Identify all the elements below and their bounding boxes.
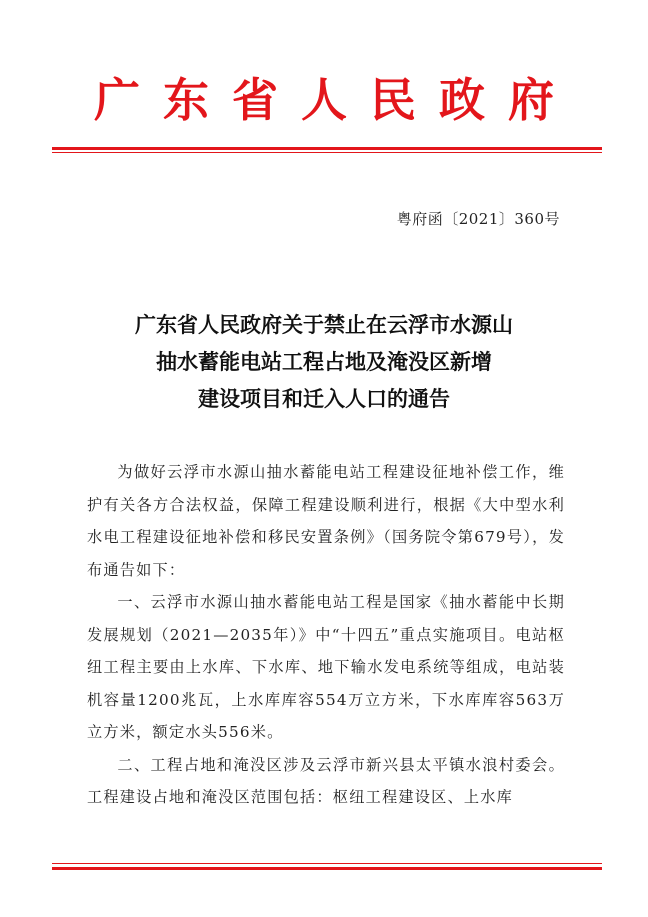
body-paragraph: 二、工程占地和淹没区涉及云浮市新兴县太平镇水浪村委会。工程建设占地和淹没区范围包括：枢纽工程建设区、上水库	[87, 755, 565, 806]
document-body	[87, 456, 565, 814]
header-rule-thin	[52, 152, 602, 153]
header-char: 政	[439, 73, 485, 127]
header-rule-thick	[52, 147, 602, 150]
document-number: 粤府函〔2021〕360号	[396, 210, 560, 228]
header-char: 省	[232, 73, 278, 127]
document-title	[0, 306, 648, 417]
title-line: 抽水蓄能电站工程占地及淹没区新增	[156, 349, 492, 374]
footer-rule-thin	[52, 863, 602, 864]
body-paragraph: 一、云浮市水源山抽水蓄能电站工程是国家《抽水蓄能中长期发展规划（2021—2035年）》中“十四五”重点实施项目。电站枢纽工程主要由上水库、下水库、地下输水发电系统等组成，电站装机容量1200兆瓦，上水库库容554万立方米，下水库库容563万立方米，额定水头556米。	[87, 593, 565, 741]
title-line: 广东省人民政府关于禁止在云浮市水源山	[135, 312, 513, 337]
body-paragraph: 为做好云浮市水源山抽水蓄能电站工程建设征地补偿工作，维护有关各方合法权益，保障工程建设顺利进行，根据《大中型水利水电工程建设征地补偿和移民安置条例》（国务院令第679号），发布通告如下：	[87, 463, 565, 579]
header-char: 民	[370, 73, 416, 127]
title-line: 建设项目和迁入人口的通告	[198, 386, 450, 411]
header-char: 广	[94, 73, 140, 127]
footer-rule-thick	[52, 867, 602, 870]
issuer-header	[0, 70, 648, 130]
header-char: 东	[163, 73, 209, 127]
header-char: 人	[301, 73, 347, 127]
header-char: 府	[508, 73, 554, 127]
